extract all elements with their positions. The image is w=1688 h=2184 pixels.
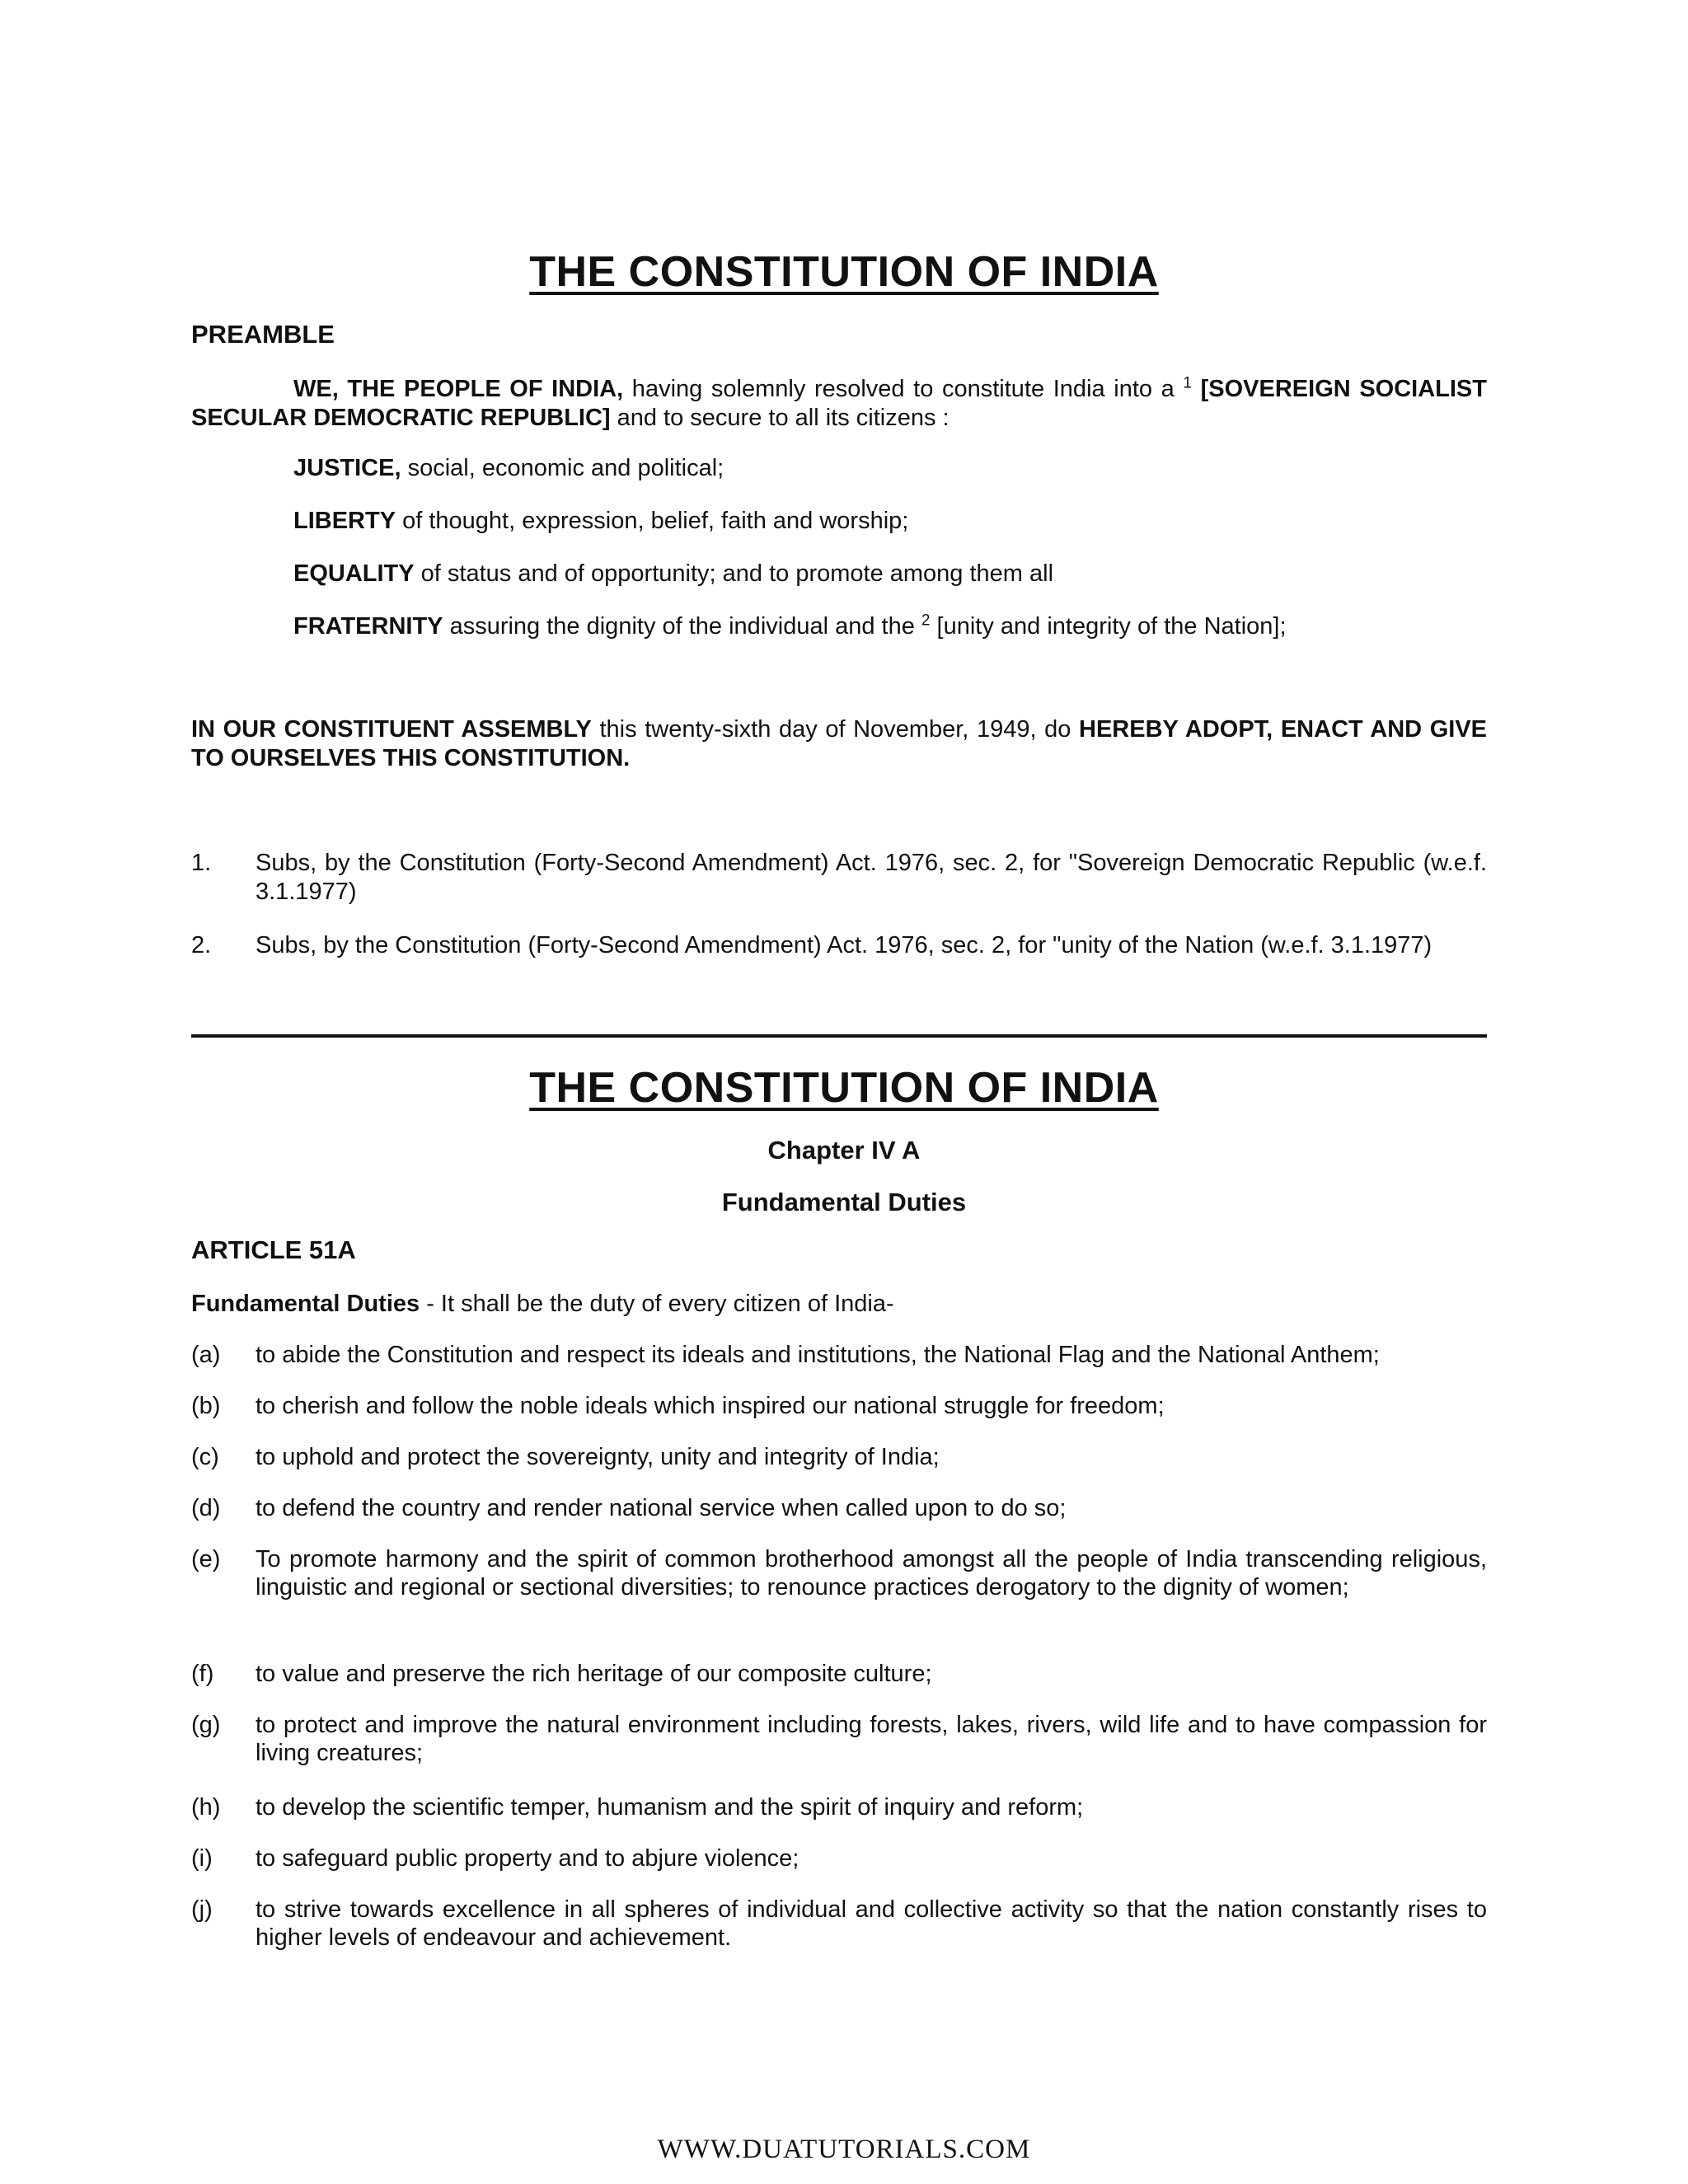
value-liberty [293, 508, 908, 535]
intro-text: having solemnly resolved to constitute India into a [623, 376, 1184, 402]
duty-letter: (c) [191, 1444, 219, 1470]
value-text: of thought, expression, belief, faith and worship; [396, 508, 909, 534]
duty-text: to uphold and protect the sovereignty, unity and integrity of India; [256, 1444, 940, 1470]
website-footer: WWW.DUATUTORIALS.COM [657, 2135, 1031, 2164]
value-justice [293, 455, 724, 482]
value-text: social, economic and political; [401, 455, 724, 481]
duty-text: to cherish and follow the noble ideals which inspired our national struggle for freedom; [256, 1393, 1165, 1419]
assembly-adopt: HEREBY ADOPT, ENACT AND GIVE TO OURSELVES THIS CONSTITUTION. [191, 716, 1487, 771]
footnote-number: 1. [191, 850, 212, 876]
duty-text: to defend the country and render national service when called upon to do so; [256, 1495, 1067, 1521]
duty-letter: (j) [191, 1896, 213, 1923]
lead-bold: Fundamental Duties [191, 1291, 420, 1317]
duty-letter: (b) [191, 1393, 221, 1419]
section-divider [191, 1034, 1487, 1038]
duty-letter: (e) [191, 1546, 221, 1572]
footnote-text: Subs, by the Constitution (Forty-Second Amendment) Act. 1976, sec. 2, for "unity of the Nation (w.e.f. 3.1.1977) [256, 932, 1432, 958]
value-fraternity [293, 613, 1287, 640]
footnote-ref-2: 2 [921, 612, 931, 630]
chapter-subtitle: Fundamental Duties [721, 1188, 967, 1216]
duties-lead [191, 1290, 1487, 1319]
duty-letter: (g) [191, 1712, 221, 1738]
duty-text: to safeguard public property and to abjure violence; [256, 1845, 799, 1872]
assembly-statement [191, 715, 1487, 773]
value-term: FRATERNITY [293, 613, 443, 640]
intro-bold: WE, THE PEOPLE OF INDIA, [293, 376, 624, 402]
duty-text: to develop the scientific temper, humanism and the spirit of inquiry and reform; [256, 1794, 1084, 1821]
intro-republic: [SOVEREIGN SOCIALIST SECULAR DEMOCRATIC REPUBLIC] [191, 376, 1487, 431]
article-heading: ARTICLE 51A [191, 1235, 356, 1264]
chapter-heading: Chapter IV A [767, 1136, 921, 1165]
duty-text: to protect and improve the natural environment including forests, lakes, rivers, wild life and to have compassion for living creatures; [256, 1712, 1487, 1766]
duty-text: to strive towards excellence in all spheres of individual and collective activity so that the nation constantly rises to higher levels of endeavour and achievement. [256, 1896, 1487, 1951]
duty-text: to abide the Constitution and respect its ideals and institutions, the National Flag and the National Anthem; [256, 1342, 1380, 1368]
preamble-heading: PREAMBLE [191, 320, 335, 349]
duty-letter: (h) [191, 1794, 221, 1821]
duty-text: to value and preserve the rich heritage of our composite culture; [256, 1661, 932, 1687]
value-text: assuring the dignity of the individual and the [443, 613, 921, 640]
value-term: JUSTICE, [293, 455, 401, 481]
duty-letter: (i) [191, 1845, 213, 1872]
preamble-intro [191, 375, 1487, 433]
footnote-ref-1: 1 [1183, 374, 1192, 392]
duty-letter: (a) [191, 1342, 221, 1368]
intro-text-end: and to secure to all its citizens : [610, 405, 950, 431]
duty-letter: (f) [191, 1661, 214, 1687]
value-text-after: [unity and integrity of the Nation]; [930, 613, 1287, 640]
value-equality [293, 560, 1053, 588]
footnote-number: 2. [191, 932, 212, 958]
assembly-bold: IN OUR CONSTITUENT ASSEMBLY [191, 716, 592, 743]
value-term: LIBERTY [293, 508, 396, 534]
assembly-text: this twenty-sixth day of November, 1949, do [591, 716, 1080, 743]
duty-letter: (d) [191, 1495, 221, 1521]
section-title: THE CONSTITUTION OF INDIA [529, 1064, 1159, 1112]
page-title: THE CONSTITUTION OF INDIA [529, 248, 1159, 296]
duty-text: To promote harmony and the spirit of common brotherhood amongst all the people of India transcending religious, linguistic and regional or sectional diversities; to renounce practices derogatory to the dignity of women; [256, 1546, 1487, 1601]
lead-text: - It shall be the duty of every citizen of India- [420, 1291, 894, 1317]
value-text: of status and of opportunity; and to promote among them all [414, 560, 1054, 587]
footnote-text: Subs, by the Constitution (Forty-Second Amendment) Act. 1976, sec. 2, for "Sovereign Democratic Republic (w.e.f. 3.1.1977) [256, 850, 1487, 905]
value-term: EQUALITY [293, 560, 415, 587]
